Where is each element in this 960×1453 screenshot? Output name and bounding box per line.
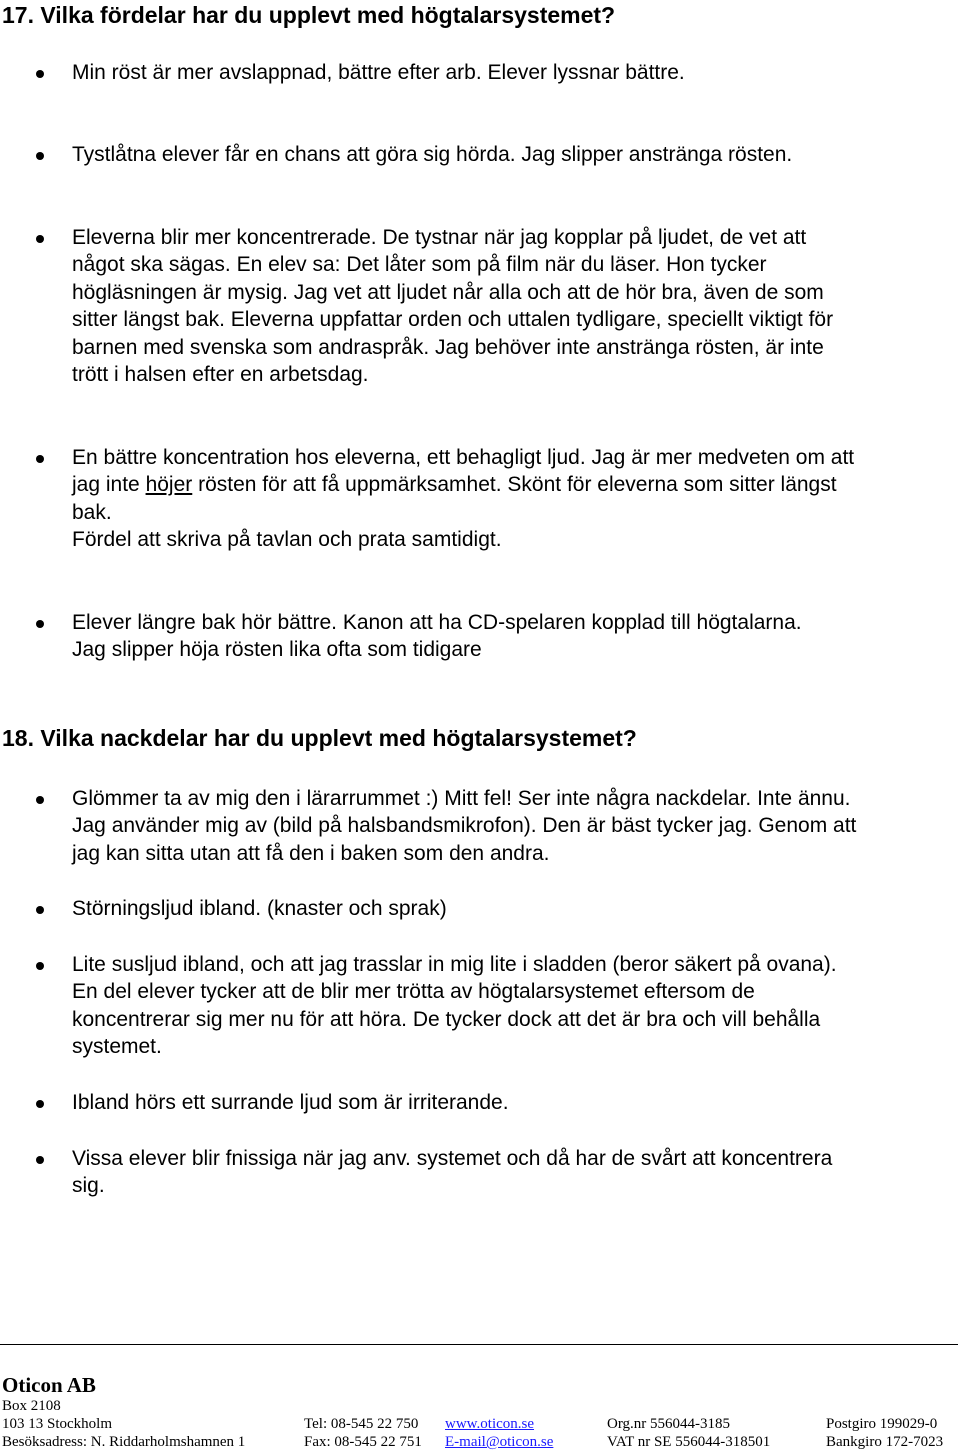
item-text: sitter längst bak. Eleverna uppfattar orden och uttalen tydligare, speciellt viktigt för (72, 308, 834, 332)
item-text: Min röst är mer avslappnad, bättre efter arb. Elever lyssnar bättre. (72, 61, 685, 84)
list-item (72, 444, 960, 554)
item-text: Tystlåtna elever får en chans att göra sig hörda. Jag slipper anstränga rösten. (72, 143, 793, 166)
item-text: Störningsljud ibland. (knaster och sprak) (72, 897, 447, 920)
item-text: trött i halsen efter en arbetsdag. (72, 363, 369, 387)
email-link[interactable]: E-mail@oticon.se (445, 1434, 554, 1450)
list-item (72, 224, 960, 388)
company-name: Oticon AB (2, 1373, 96, 1397)
list-item (72, 609, 960, 664)
item-text: Glömmer ta av mig den i lärarrummet :) Mitt fel! Ser inte några nackdelar. Inte ännu. (72, 787, 851, 810)
item-text: Vissa elever blir fnissiga när jag anv. systemet och då har de svårt att koncentrera (72, 1147, 833, 1170)
item-text: Eleverna blir mer koncentrerade. De tystnar när jag kopplar på ljudet, de vet att (72, 226, 807, 249)
list-item (72, 895, 960, 922)
bullet-icon (36, 620, 44, 628)
item-text: jag kan sitta utan att få den i baken som den andra. (72, 841, 550, 865)
org-number: Org.nr 556044-3185 (607, 1416, 731, 1432)
bullet-icon (36, 962, 44, 970)
postgiro-number: Postgiro 199029-0 (826, 1416, 938, 1432)
item-text: systemet. (72, 1035, 162, 1059)
item-text: högläsningen är mysig. Jag vet att ljudet når alla och att de hör bra, även de som (72, 280, 824, 304)
list-item (72, 1089, 960, 1116)
bullet-icon (36, 235, 44, 243)
bullet-icon (36, 152, 44, 160)
item-text-part: rösten för att få uppmärksamhet. Skönt för eleverna som sitter längst (192, 473, 837, 497)
visiting-address: Besöksadress: N. Riddarholmshamnen 1 (2, 1434, 246, 1450)
item-text: En bättre koncentration hos eleverna, ett behagligt ljud. Jag är mer medveten om att (72, 446, 855, 469)
item-text: En del elever tycker att de blir mer trötta av högtalarsystemet eftersom de (72, 980, 755, 1004)
bullet-icon (36, 1100, 44, 1108)
item-text: Fördel att skriva på tavlan och prata samtidigt. (72, 528, 502, 552)
list-item (72, 59, 960, 86)
footer-divider (0, 1344, 958, 1345)
list-item (72, 1145, 960, 1200)
postal-address: 103 13 Stockholm (2, 1416, 113, 1432)
fax-number: Fax: 08-545 22 751 (304, 1434, 422, 1450)
item-text (72, 471, 960, 498)
item-text: Elever längre bak hör bättre. Kanon att ha CD-spelaren kopplad till högtalarna. (72, 611, 802, 634)
question-18-heading: 18. Vilka nackdelar har du upplevt med högtalarsystemet? (2, 725, 637, 751)
bullet-icon (36, 906, 44, 914)
item-text: Jag använder mig av (bild på halsbandsmikrofon). Den är bäst tycker jag. Genom att (72, 814, 857, 838)
bullet-icon (36, 796, 44, 804)
item-text: koncentrerar sig mer nu för att höra. De tycker dock att det är bra och vill behålla (72, 1007, 821, 1031)
underlined-word: höjer (145, 473, 193, 497)
phone-number: Tel: 08-545 22 750 (304, 1416, 419, 1432)
website-link[interactable]: www.oticon.se (445, 1416, 535, 1432)
list-item (72, 785, 960, 867)
bankgiro-number: Bankgiro 172-7023 (826, 1434, 944, 1450)
bullet-icon (36, 70, 44, 78)
item-text-part: jag inte (72, 473, 146, 497)
postal-box: Box 2108 (2, 1398, 61, 1414)
bullet-icon (36, 1156, 44, 1164)
item-text: bak. (72, 500, 112, 524)
item-text: barnen med svenska som andraspråk. Jag behöver inte anstränga rösten, är inte (72, 335, 824, 359)
item-text: Jag slipper höja rösten lika ofta som tidigare (72, 638, 482, 662)
bullet-icon (36, 455, 44, 463)
item-text: något ska sägas. En elev sa: Det låter som på film när du läser. Hon tycker (72, 253, 767, 277)
item-text: Lite susljud ibland, och att jag trasslar in mig lite i sladden (beror säkert på ovana). (72, 953, 837, 976)
list-item (72, 951, 960, 1061)
question-17-heading: 17. Vilka fördelar har du upplevt med högtalarsystemet? (2, 2, 616, 28)
list-item (72, 141, 960, 168)
vat-number: VAT nr SE 556044-318501 (607, 1434, 771, 1450)
item-text: Ibland hörs ett surrande ljud som är irriterande. (72, 1091, 509, 1114)
item-text: sig. (72, 1174, 105, 1198)
